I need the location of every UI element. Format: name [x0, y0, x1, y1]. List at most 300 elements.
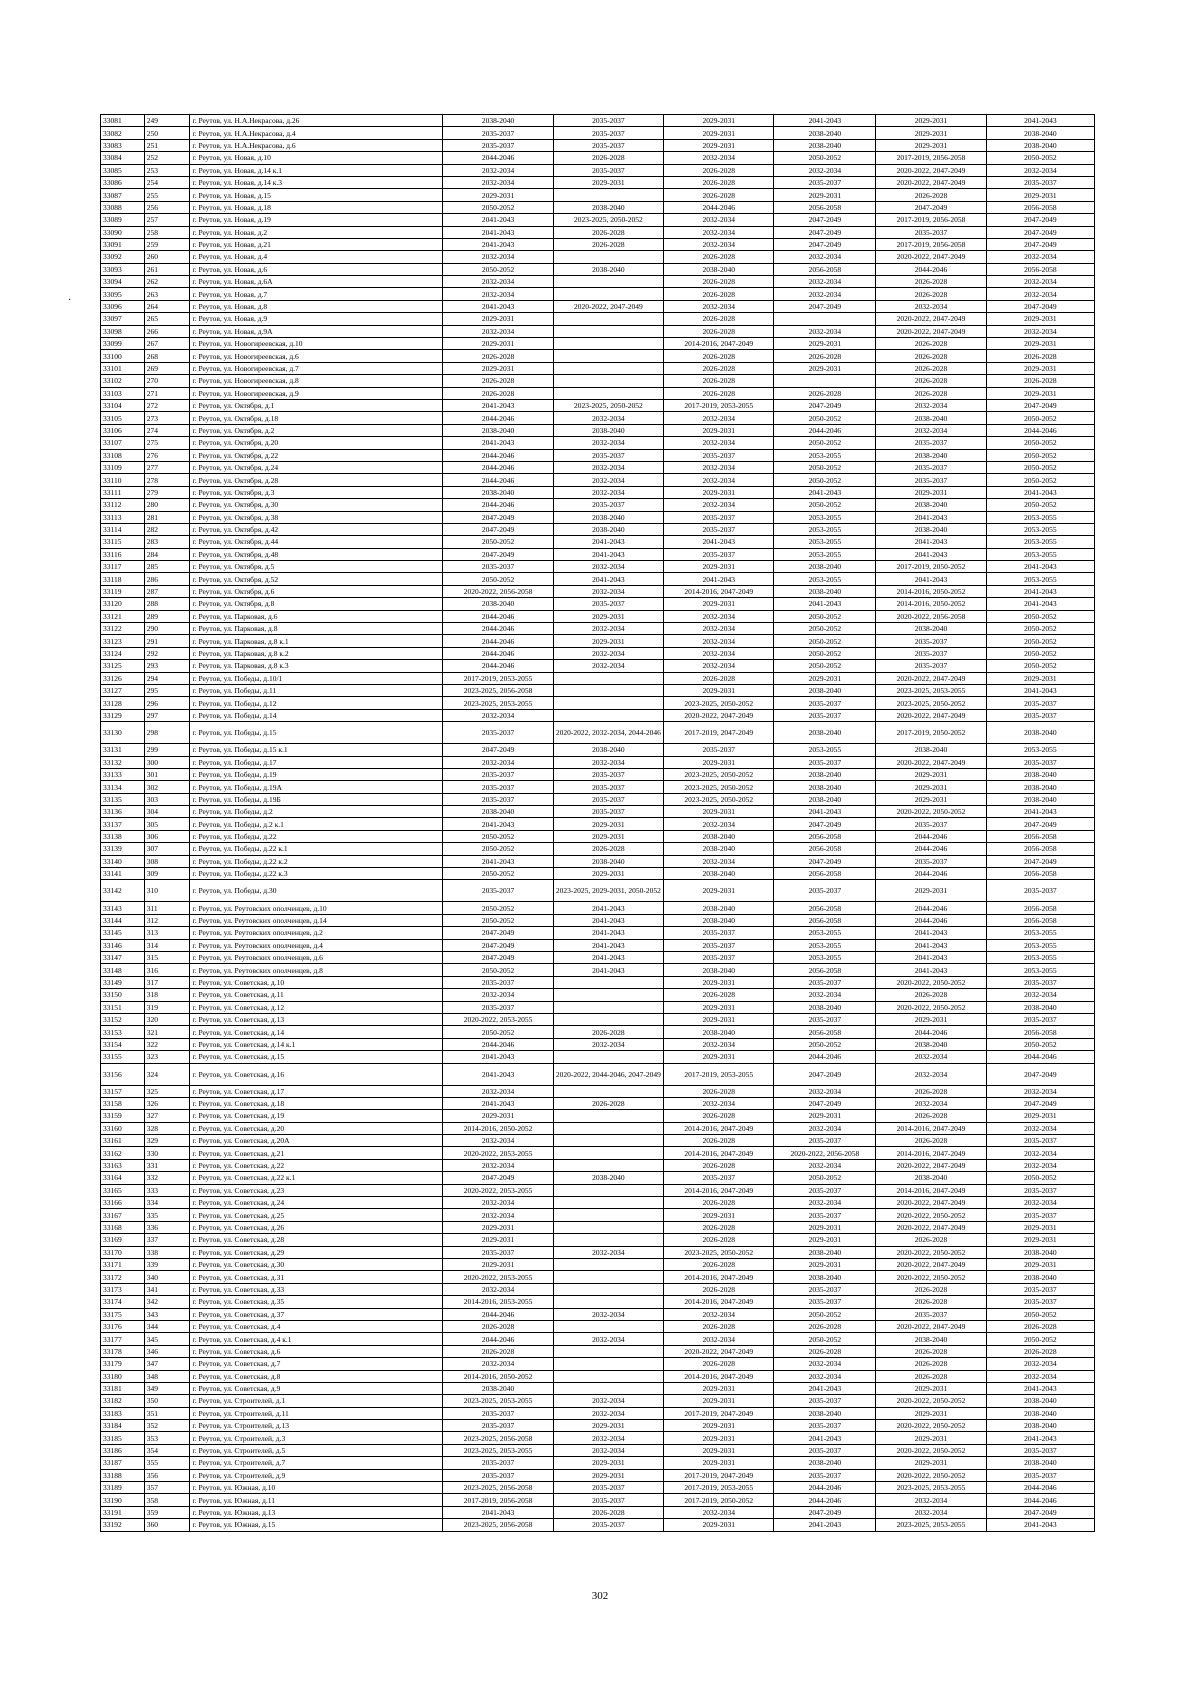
cell-address: г. Реутов, ул. Н.А.Некрасова, д.6 [190, 139, 443, 151]
cell-address: г. Реутов, ул. Победы, д.15 к.1 [190, 744, 443, 756]
cell-period-3: 2032-2034 [664, 437, 774, 449]
cell-period-2: 2035-2037 [553, 768, 663, 780]
cell-period-5: 2035-2037 [876, 461, 986, 473]
cell-address: г. Реутов, ул. Октября, д.42 [190, 523, 443, 535]
cell-registry-id: 33149 [101, 976, 145, 988]
cell-row-number: 304 [144, 806, 190, 818]
cell-period-5: 2020-2022, 2047-2049 [876, 1258, 986, 1270]
cell-period-1: 2023-2025, 2053-2055 [443, 1444, 553, 1456]
cell-period-5: 2041-2043 [876, 573, 986, 585]
cell-period-4: 2038-2040 [774, 139, 876, 151]
cell-row-number: 252 [144, 152, 190, 164]
cell-period-1: 2041-2043 [443, 818, 553, 830]
cell-period-6: 2050-2052 [986, 647, 1094, 659]
cell-period-5: 2047-2049 [876, 201, 986, 213]
cell-period-5: 2044-2046 [876, 263, 986, 275]
cell-address: г. Реутов, ул. Победы, д.22 [190, 830, 443, 842]
cell-address: г. Реутов, ул. Парковая, д.8 к.3 [190, 660, 443, 672]
cell-period-1: 2014-2016, 2053-2055 [443, 1296, 553, 1308]
cell-registry-id: 33140 [101, 855, 145, 867]
cell-period-3: 2029-2031 [664, 1420, 774, 1432]
cell-registry-id: 33091 [101, 238, 145, 250]
cell-row-number: 355 [144, 1457, 190, 1469]
cell-period-3: 2014-2016, 2047-2049 [664, 338, 774, 350]
cell-period-1: 2035-2037 [443, 561, 553, 573]
table-row [101, 1345, 1095, 1357]
cell-period-1: 2044-2046 [443, 1333, 553, 1345]
cell-address: г. Реутов, ул. Новогиреевская, д.7 [190, 362, 443, 374]
cell-address: г. Реутов, ул. Новогиреевская, д.6 [190, 350, 443, 362]
cell-period-2 [553, 1271, 663, 1283]
cell-period-6: 2038-2040 [986, 1246, 1094, 1258]
cell-period-1: 2035-2037 [443, 127, 553, 139]
cell-period-2: 2032-2034 [553, 474, 663, 486]
cell-period-3: 2026-2028 [664, 672, 774, 684]
cell-period-6: 2029-2031 [986, 387, 1094, 399]
table-row [101, 127, 1095, 139]
table-row [101, 1197, 1095, 1209]
cell-period-1: 2041-2043 [443, 238, 553, 250]
cell-period-4: 2032-2034 [774, 288, 876, 300]
cell-period-1: 2029-2031 [443, 1234, 553, 1246]
table-row [101, 598, 1095, 610]
cell-period-1: 2041-2043 [443, 1097, 553, 1109]
cell-registry-id: 33092 [101, 251, 145, 263]
cell-registry-id: 33098 [101, 325, 145, 337]
cell-period-6: 2041-2043 [986, 684, 1094, 696]
cell-period-4: 2050-2052 [774, 461, 876, 473]
cell-period-4: 2050-2052 [774, 474, 876, 486]
cell-period-2: 2032-2034 [553, 1444, 663, 1456]
cell-period-2 [553, 1209, 663, 1221]
cell-period-6: 2038-2040 [986, 1271, 1094, 1283]
cell-period-2: 2032-2034 [553, 561, 663, 573]
cell-address: г. Реутов, ул. Советская, д.19 [190, 1110, 443, 1122]
cell-period-1: 2035-2037 [443, 781, 553, 793]
cell-address: г. Реутов, ул. Новая, д.15 [190, 189, 443, 201]
cell-period-2: 2032-2034 [553, 1038, 663, 1050]
cell-row-number: 303 [144, 793, 190, 805]
cell-row-number: 263 [144, 288, 190, 300]
cell-period-4: 2029-2031 [774, 189, 876, 201]
cell-period-6: 2041-2043 [986, 1382, 1094, 1394]
cell-period-5: 2014-2016, 2050-2052 [876, 585, 986, 597]
cell-period-5: 2020-2022, 2047-2049 [876, 325, 986, 337]
table-row [101, 952, 1095, 964]
cell-period-1: 2029-2031 [443, 313, 553, 325]
cell-address: г. Реутов, ул. Новая, д.7 [190, 288, 443, 300]
cell-registry-id: 33177 [101, 1333, 145, 1345]
cell-registry-id: 33158 [101, 1097, 145, 1109]
cell-period-4: 2038-2040 [774, 768, 876, 780]
table-row [101, 424, 1095, 436]
cell-row-number: 250 [144, 127, 190, 139]
table-row [101, 697, 1095, 709]
cell-address: г. Реутов, ул. Победы, д.15 [190, 722, 443, 744]
cell-period-5: 2044-2046 [876, 830, 986, 842]
cell-period-6: 2047-2049 [986, 855, 1094, 867]
cell-address: г. Реутов, ул. Советская, д.26 [190, 1221, 443, 1233]
cell-registry-id: 33082 [101, 127, 145, 139]
cell-period-6: 2047-2049 [986, 238, 1094, 250]
cell-period-1: 2047-2049 [443, 511, 553, 523]
table-row [101, 1271, 1095, 1283]
cell-period-3: 2032-2034 [664, 635, 774, 647]
table-row [101, 1457, 1095, 1469]
cell-period-2: 2029-2031 [553, 610, 663, 622]
cell-period-2: 2035-2037 [553, 806, 663, 818]
cell-row-number: 292 [144, 647, 190, 659]
cell-period-3: 2020-2022, 2047-2049 [664, 709, 774, 721]
cell-registry-id: 33125 [101, 660, 145, 672]
cell-period-2: 2038-2040 [553, 201, 663, 213]
cell-period-6: 2029-2031 [986, 1110, 1094, 1122]
cell-address: г. Реутов, ул. Советская, д.33 [190, 1283, 443, 1295]
cell-registry-id: 33178 [101, 1345, 145, 1357]
table-row [101, 585, 1095, 597]
cell-period-3: 2029-2031 [664, 684, 774, 696]
table-row [101, 511, 1095, 523]
cell-registry-id: 33093 [101, 263, 145, 275]
cell-registry-id: 33168 [101, 1221, 145, 1233]
cell-period-6: 2035-2037 [986, 176, 1094, 188]
cell-period-1: 2047-2049 [443, 952, 553, 964]
cell-row-number: 313 [144, 927, 190, 939]
cell-row-number: 327 [144, 1110, 190, 1122]
cell-row-number: 309 [144, 868, 190, 880]
cell-registry-id: 33099 [101, 338, 145, 350]
cell-period-1: 2038-2040 [443, 486, 553, 498]
cell-period-5: 2032-2034 [876, 1494, 986, 1506]
cell-row-number: 293 [144, 660, 190, 672]
cell-period-2 [553, 1001, 663, 1013]
cell-period-2: 2035-2037 [553, 1494, 663, 1506]
cell-period-3: 2029-2031 [664, 1457, 774, 1469]
cell-period-5: 2020-2022, 2047-2049 [876, 1221, 986, 1233]
cell-registry-id: 33130 [101, 722, 145, 744]
repair-schedule-table [100, 114, 1095, 1532]
cell-address: г. Реутов, ул. Новая, д.2 [190, 226, 443, 238]
cell-period-2 [553, 325, 663, 337]
cell-address: г. Реутов, ул. Новая, д.8 [190, 300, 443, 312]
cell-row-number: 283 [144, 536, 190, 548]
cell-period-4: 2053-2055 [774, 536, 876, 548]
cell-period-1: 2050-2052 [443, 914, 553, 926]
cell-address: г. Реутов, ул. Победы, д.19А [190, 781, 443, 793]
cell-period-6: 2038-2040 [986, 1001, 1094, 1013]
cell-row-number: 335 [144, 1209, 190, 1221]
table-row [101, 1026, 1095, 1038]
cell-row-number: 332 [144, 1172, 190, 1184]
cell-registry-id: 33101 [101, 362, 145, 374]
cell-period-5: 2020-2022, 2050-2052 [876, 1246, 986, 1258]
cell-period-3: 2032-2034 [664, 1506, 774, 1518]
cell-address: г. Реутов, ул. Советская, д.22 [190, 1159, 443, 1171]
table-row [101, 610, 1095, 622]
cell-period-4: 2056-2058 [774, 830, 876, 842]
cell-period-4: 2038-2040 [774, 781, 876, 793]
cell-period-4: 2050-2052 [774, 152, 876, 164]
cell-period-4: 2050-2052 [774, 437, 876, 449]
table-row [101, 1001, 1095, 1013]
cell-period-5: 2020-2022, 2047-2049 [876, 313, 986, 325]
cell-period-5: 2032-2034 [876, 1097, 986, 1109]
cell-period-3: 2017-2019, 2053-2055 [664, 1482, 774, 1494]
cell-address: г. Реутов, ул. Победы, д.30 [190, 880, 443, 902]
cell-period-6: 2044-2046 [986, 424, 1094, 436]
cell-period-2 [553, 1358, 663, 1370]
cell-period-6: 2029-2031 [986, 189, 1094, 201]
cell-row-number: 287 [144, 585, 190, 597]
cell-row-number: 259 [144, 238, 190, 250]
cell-period-5: 2020-2022, 2047-2049 [876, 251, 986, 263]
cell-period-1: 2044-2046 [443, 152, 553, 164]
cell-period-1: 2035-2037 [443, 139, 553, 151]
cell-address: г. Реутов, ул. Октября, д.3 [190, 486, 443, 498]
cell-period-3: 2026-2028 [664, 1135, 774, 1147]
cell-row-number: 249 [144, 115, 190, 127]
table-body [101, 115, 1095, 1532]
cell-period-5: 2014-2016, 2047-2049 [876, 1122, 986, 1134]
cell-registry-id: 33084 [101, 152, 145, 164]
cell-address: г. Реутов, ул. Советская, д.6 [190, 1345, 443, 1357]
cell-registry-id: 33114 [101, 523, 145, 535]
cell-period-2 [553, 672, 663, 684]
cell-period-2: 2029-2031 [553, 1457, 663, 1469]
cell-period-4: 2050-2052 [774, 1038, 876, 1050]
table-row [101, 350, 1095, 362]
cell-registry-id: 33088 [101, 201, 145, 213]
cell-period-5: 2032-2034 [876, 1506, 986, 1518]
table-row [101, 263, 1095, 275]
cell-address: г. Реутов, ул. Победы, д.19Б [190, 793, 443, 805]
cell-period-3: 2014-2016, 2047-2049 [664, 1370, 774, 1382]
cell-period-2 [553, 313, 663, 325]
cell-address: г. Реутов, ул. Победы, д.19 [190, 768, 443, 780]
cell-period-5: 2038-2040 [876, 744, 986, 756]
cell-address: г. Реутов, ул. Новогиреевская, д.10 [190, 338, 443, 350]
table-row [101, 313, 1095, 325]
cell-period-3: 2032-2034 [664, 855, 774, 867]
table-row [101, 238, 1095, 250]
cell-period-1: 2032-2034 [443, 164, 553, 176]
cell-period-6: 2053-2055 [986, 927, 1094, 939]
cell-period-6: 2050-2052 [986, 610, 1094, 622]
cell-period-4: 2053-2055 [774, 523, 876, 535]
cell-period-2 [553, 1013, 663, 1025]
cell-period-3: 2026-2028 [664, 1258, 774, 1270]
cell-period-6: 2056-2058 [986, 902, 1094, 914]
cell-row-number: 322 [144, 1038, 190, 1050]
cell-period-2 [553, 1135, 663, 1147]
cell-period-5: 2032-2034 [876, 399, 986, 411]
cell-period-1: 2038-2040 [443, 115, 553, 127]
cell-period-6: 2047-2049 [986, 818, 1094, 830]
cell-registry-id: 33122 [101, 623, 145, 635]
cell-period-1: 2050-2052 [443, 964, 553, 976]
table-row [101, 672, 1095, 684]
cell-period-3: 2023-2025, 2050-2052 [664, 697, 774, 709]
cell-period-6: 2035-2037 [986, 1469, 1094, 1481]
cell-registry-id: 33094 [101, 276, 145, 288]
cell-period-6: 2035-2037 [986, 697, 1094, 709]
cell-period-3: 2032-2034 [664, 412, 774, 424]
table-row [101, 437, 1095, 449]
cell-period-5: 2029-2031 [876, 486, 986, 498]
cell-period-4: 2047-2049 [774, 238, 876, 250]
cell-registry-id: 33083 [101, 139, 145, 151]
cell-period-3: 2026-2028 [664, 1197, 774, 1209]
cell-period-4: 2038-2040 [774, 1246, 876, 1258]
cell-period-4: 2053-2055 [774, 939, 876, 951]
cell-period-2 [553, 387, 663, 399]
cell-period-4: 2038-2040 [774, 793, 876, 805]
table-row [101, 976, 1095, 988]
cell-period-1: 2044-2046 [443, 647, 553, 659]
cell-registry-id: 33165 [101, 1184, 145, 1196]
cell-period-5: 2044-2046 [876, 843, 986, 855]
cell-period-6: 2035-2037 [986, 756, 1094, 768]
cell-period-6: 2038-2040 [986, 722, 1094, 744]
cell-period-3: 2026-2028 [664, 1283, 774, 1295]
cell-period-6: 2038-2040 [986, 139, 1094, 151]
cell-period-1: 2029-2031 [443, 1110, 553, 1122]
cell-period-5: 2035-2037 [876, 647, 986, 659]
cell-registry-id: 33154 [101, 1038, 145, 1050]
cell-address: г. Реутов, ул. Октября, д.44 [190, 536, 443, 548]
cell-period-5: 2026-2028 [876, 1345, 986, 1357]
cell-period-3: 2032-2034 [664, 300, 774, 312]
cell-period-4: 2056-2058 [774, 964, 876, 976]
cell-address: г. Реутов, ул. Новая, д.18 [190, 201, 443, 213]
cell-period-2 [553, 1320, 663, 1332]
cell-period-4: 2032-2034 [774, 1358, 876, 1370]
cell-period-2: 2035-2037 [553, 499, 663, 511]
cell-period-6: 2029-2031 [986, 313, 1094, 325]
cell-period-2: 2026-2028 [553, 843, 663, 855]
cell-period-5: 2029-2031 [876, 1013, 986, 1025]
table-row [101, 964, 1095, 976]
cell-address: г. Реутов, ул. Победы, д.2 к.1 [190, 818, 443, 830]
cell-period-2: 2038-2040 [553, 263, 663, 275]
stray-mark: · [68, 295, 72, 306]
cell-period-2 [553, 1234, 663, 1246]
cell-address: г. Реутов, ул. Реутовских ополченцев, д.6 [190, 952, 443, 964]
cell-period-5: 2041-2043 [876, 964, 986, 976]
cell-registry-id: 33182 [101, 1395, 145, 1407]
cell-registry-id: 33159 [101, 1110, 145, 1122]
cell-period-3: 2044-2046 [664, 201, 774, 213]
cell-period-5: 2023-2025, 2053-2055 [876, 1519, 986, 1531]
table-row [101, 855, 1095, 867]
cell-period-4: 2038-2040 [774, 1001, 876, 1013]
table-row [101, 1519, 1095, 1531]
cell-period-6: 2026-2028 [986, 1320, 1094, 1332]
cell-period-2: 2038-2040 [553, 424, 663, 436]
cell-period-6: 2050-2052 [986, 635, 1094, 647]
cell-period-6: 2035-2037 [986, 880, 1094, 902]
cell-period-5: 2041-2043 [876, 536, 986, 548]
cell-period-2 [553, 1122, 663, 1134]
cell-address: г. Реутов, ул. Южная, д.15 [190, 1519, 443, 1531]
cell-address: г. Реутов, ул. Октября, д.48 [190, 548, 443, 560]
cell-period-4: 2050-2052 [774, 660, 876, 672]
cell-registry-id: 33132 [101, 756, 145, 768]
cell-period-3: 2029-2031 [664, 1432, 774, 1444]
cell-period-1: 2023-2025, 2053-2055 [443, 697, 553, 709]
cell-period-5: 2020-2022, 2047-2049 [876, 176, 986, 188]
cell-period-3: 2029-2031 [664, 880, 774, 902]
cell-registry-id: 33141 [101, 868, 145, 880]
cell-address: г. Реутов, ул. Н.А.Некрасова, д.26 [190, 115, 443, 127]
cell-period-5: 2029-2031 [876, 1382, 986, 1394]
cell-registry-id: 33119 [101, 585, 145, 597]
cell-address: г. Реутов, ул. Октября, д.38 [190, 511, 443, 523]
cell-registry-id: 33183 [101, 1407, 145, 1419]
cell-period-5: 2029-2031 [876, 793, 986, 805]
table-row [101, 709, 1095, 721]
cell-address: г. Реутов, ул. Советская, д.22 к.1 [190, 1172, 443, 1184]
cell-address: г. Реутов, ул. Новая, д.4 [190, 251, 443, 263]
cell-row-number: 324 [144, 1063, 190, 1085]
cell-period-6: 2038-2040 [986, 1457, 1094, 1469]
cell-address: г. Реутов, ул. Октября, д.24 [190, 461, 443, 473]
cell-period-2 [553, 1197, 663, 1209]
cell-period-4: 2056-2058 [774, 263, 876, 275]
cell-period-5: 2035-2037 [876, 226, 986, 238]
cell-row-number: 302 [144, 781, 190, 793]
cell-period-1: 2041-2043 [443, 1506, 553, 1518]
cell-period-2: 2032-2034 [553, 437, 663, 449]
table-row [101, 830, 1095, 842]
cell-period-2: 2023-2025, 2050-2052 [553, 214, 663, 226]
cell-period-4: 2050-2052 [774, 1333, 876, 1345]
cell-period-6: 2035-2037 [986, 1283, 1094, 1295]
cell-period-4: 2035-2037 [774, 1420, 876, 1432]
cell-period-5: 2026-2028 [876, 375, 986, 387]
cell-period-5: 2035-2037 [876, 660, 986, 672]
cell-period-6: 2056-2058 [986, 263, 1094, 275]
cell-row-number: 343 [144, 1308, 190, 1320]
cell-period-1: 2044-2046 [443, 474, 553, 486]
cell-period-4: 2056-2058 [774, 868, 876, 880]
cell-period-1: 2044-2046 [443, 461, 553, 473]
cell-period-6: 2050-2052 [986, 1038, 1094, 1050]
page-number: 302 [591, 1590, 609, 1602]
table-row [101, 1370, 1095, 1382]
cell-period-6: 2032-2034 [986, 1197, 1094, 1209]
cell-period-5: 2020-2022, 2050-2052 [876, 806, 986, 818]
cell-period-3: 2014-2016, 2047-2049 [664, 1296, 774, 1308]
cell-address: г. Реутов, ул. Советская, д.29 [190, 1246, 443, 1258]
cell-period-3: 2026-2028 [664, 1085, 774, 1097]
cell-registry-id: 33081 [101, 115, 145, 127]
table-row [101, 1097, 1095, 1109]
cell-period-6: 2029-2031 [986, 1258, 1094, 1270]
cell-period-1: 2035-2037 [443, 1407, 553, 1419]
cell-period-1: 2050-2052 [443, 573, 553, 585]
table-row [101, 843, 1095, 855]
cell-row-number: 264 [144, 300, 190, 312]
cell-address: г. Реутов, ул. Советская, д.37 [190, 1308, 443, 1320]
table-row [101, 573, 1095, 585]
cell-period-4: 2041-2043 [774, 1432, 876, 1444]
cell-address: г. Реутов, ул. Октября, д.8 [190, 598, 443, 610]
cell-period-2 [553, 1283, 663, 1295]
table-row [101, 1085, 1095, 1097]
cell-address: г. Реутов, ул. Октября, д.6 [190, 585, 443, 597]
cell-period-2: 2035-2037 [553, 164, 663, 176]
